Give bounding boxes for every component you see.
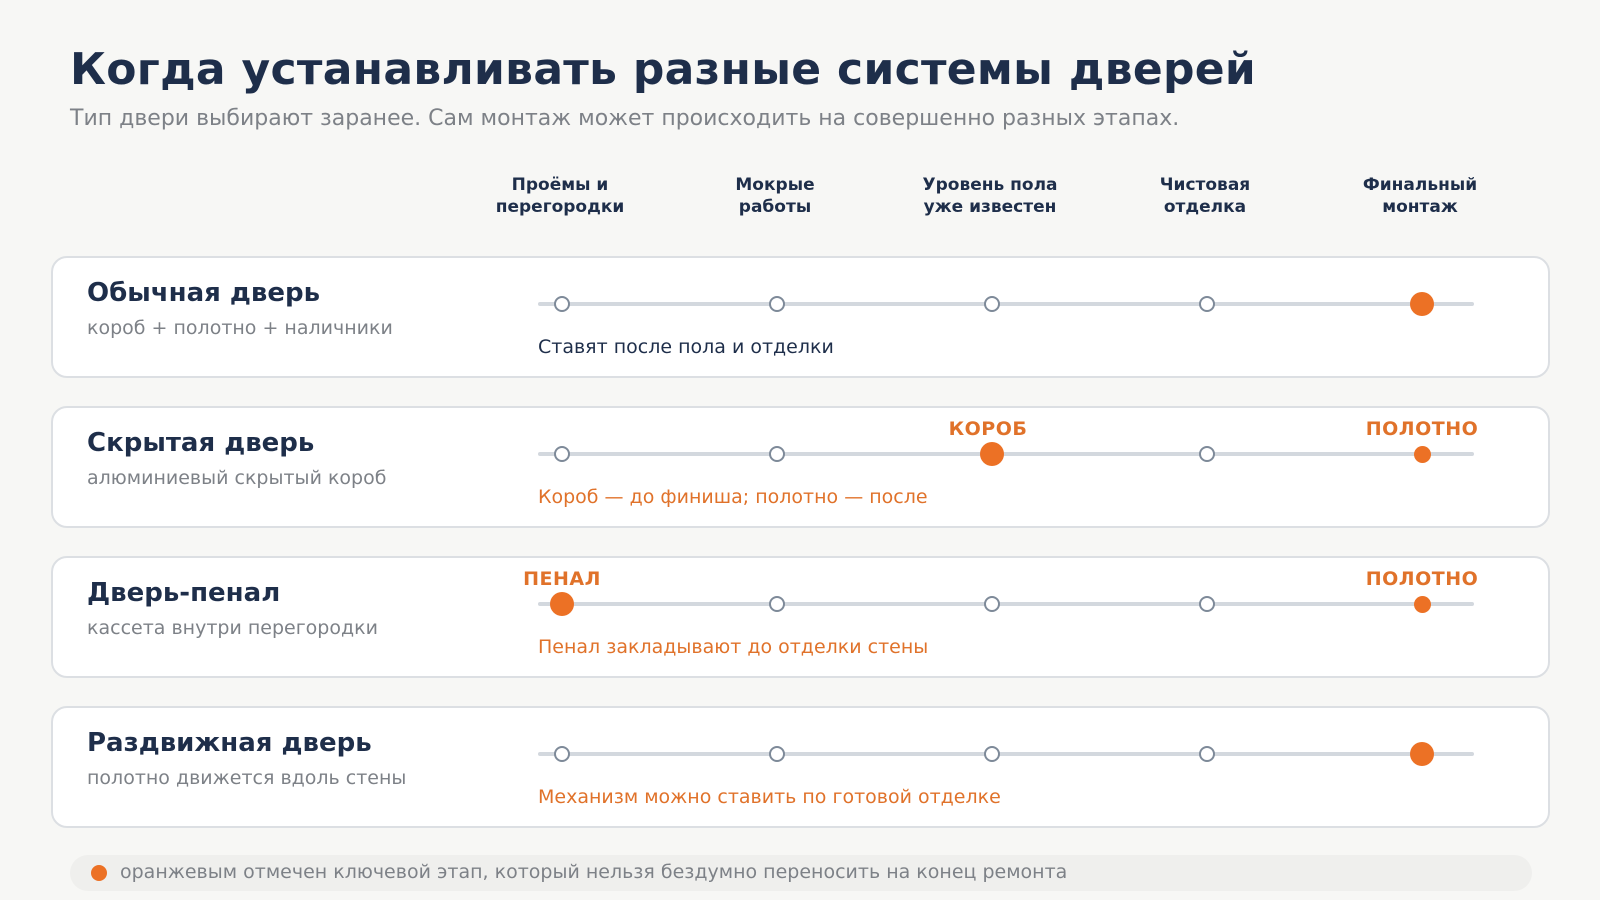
marker-label: КОРОБ: [948, 418, 1028, 440]
door-note: Механизм можно ставить по готовой отделке: [538, 786, 1001, 808]
door-name: Обычная дверь: [87, 278, 321, 308]
stage-header: [890, 174, 1090, 218]
stage-dot: [769, 746, 785, 762]
stage-dot: [1199, 296, 1215, 312]
door-note: Короб — до финиша; полотно — после: [538, 486, 928, 508]
stage-header-line2: монтаж: [1382, 197, 1458, 217]
key-stage-dot: [1410, 292, 1434, 316]
door-card: [51, 406, 1550, 528]
stage-header-line1: Мокрые: [735, 175, 815, 195]
key-stage-dot: [550, 592, 574, 616]
door-name: Дверь-пенал: [87, 578, 281, 608]
door-note: Пенал закладывают до отделки стены: [538, 636, 929, 658]
door-description: кассета внутри перегородки: [87, 617, 378, 639]
door-description: алюминиевый скрытый короб: [87, 467, 387, 489]
stage-dot: [769, 296, 785, 312]
stage-header-line2: отделка: [1163, 197, 1247, 217]
stage-dot: [1199, 596, 1215, 612]
timeline-track: [538, 452, 1474, 456]
stage-dot: [769, 446, 785, 462]
stage-header-line2: работы: [738, 197, 812, 217]
stage-header-line1: Финальный: [1362, 175, 1478, 195]
stage-header-line1: Чистовая: [1159, 175, 1251, 195]
door-name: Раздвижная дверь: [87, 728, 372, 758]
door-card: [51, 556, 1550, 678]
key-stage-dot: [1410, 742, 1434, 766]
door-description: короб + полотно + наличники: [87, 317, 393, 339]
stage-header-line1: Уровень пола: [922, 175, 1058, 195]
legend-text: оранжевым отмечен ключевой этап, который нельзя бездумно переносить на конец ремонта: [120, 861, 1068, 883]
door-name: Скрытая дверь: [87, 428, 315, 458]
timeline-track: [538, 752, 1474, 756]
key-stage-dot: [1414, 446, 1431, 463]
page-subtitle: Тип двери выбирают заранее. Сам монтаж может происходить на совершенно разных этапах.: [70, 106, 1180, 131]
stage-dot: [984, 746, 1000, 762]
timeline-track: [538, 602, 1474, 606]
legend-dot-icon: [91, 865, 107, 881]
stage-dot: [984, 596, 1000, 612]
key-stage-dot: [1414, 596, 1431, 613]
legend: [70, 855, 1532, 891]
stage-header: [1320, 174, 1520, 218]
door-card: [51, 706, 1550, 828]
stage-header-line2: уже известен: [923, 197, 1057, 217]
stage-header-line2: перегородки: [495, 197, 625, 217]
marker-label: ПОЛОТНО: [1365, 418, 1479, 440]
stage-header-line1: Проёмы и: [511, 175, 609, 195]
stage-dot: [1199, 746, 1215, 762]
timeline-track: [538, 302, 1474, 306]
stage-dot: [1199, 446, 1215, 462]
page-title: Когда устанавливать разные системы дверей: [70, 44, 1257, 95]
marker-label: ПЕНАЛ: [523, 568, 601, 590]
door-card: [51, 256, 1550, 378]
stage-header: [675, 174, 875, 218]
stage-dot: [554, 446, 570, 462]
stage-dot: [554, 296, 570, 312]
stage-dot: [984, 296, 1000, 312]
door-note: Ставят после пола и отделки: [538, 336, 834, 358]
key-stage-dot: [980, 442, 1004, 466]
stage-header: [1105, 174, 1305, 218]
stage-dot: [554, 746, 570, 762]
marker-label: ПОЛОТНО: [1365, 568, 1479, 590]
stage-dot: [769, 596, 785, 612]
stage-header: [460, 174, 660, 218]
door-description: полотно движется вдоль стены: [87, 767, 407, 789]
